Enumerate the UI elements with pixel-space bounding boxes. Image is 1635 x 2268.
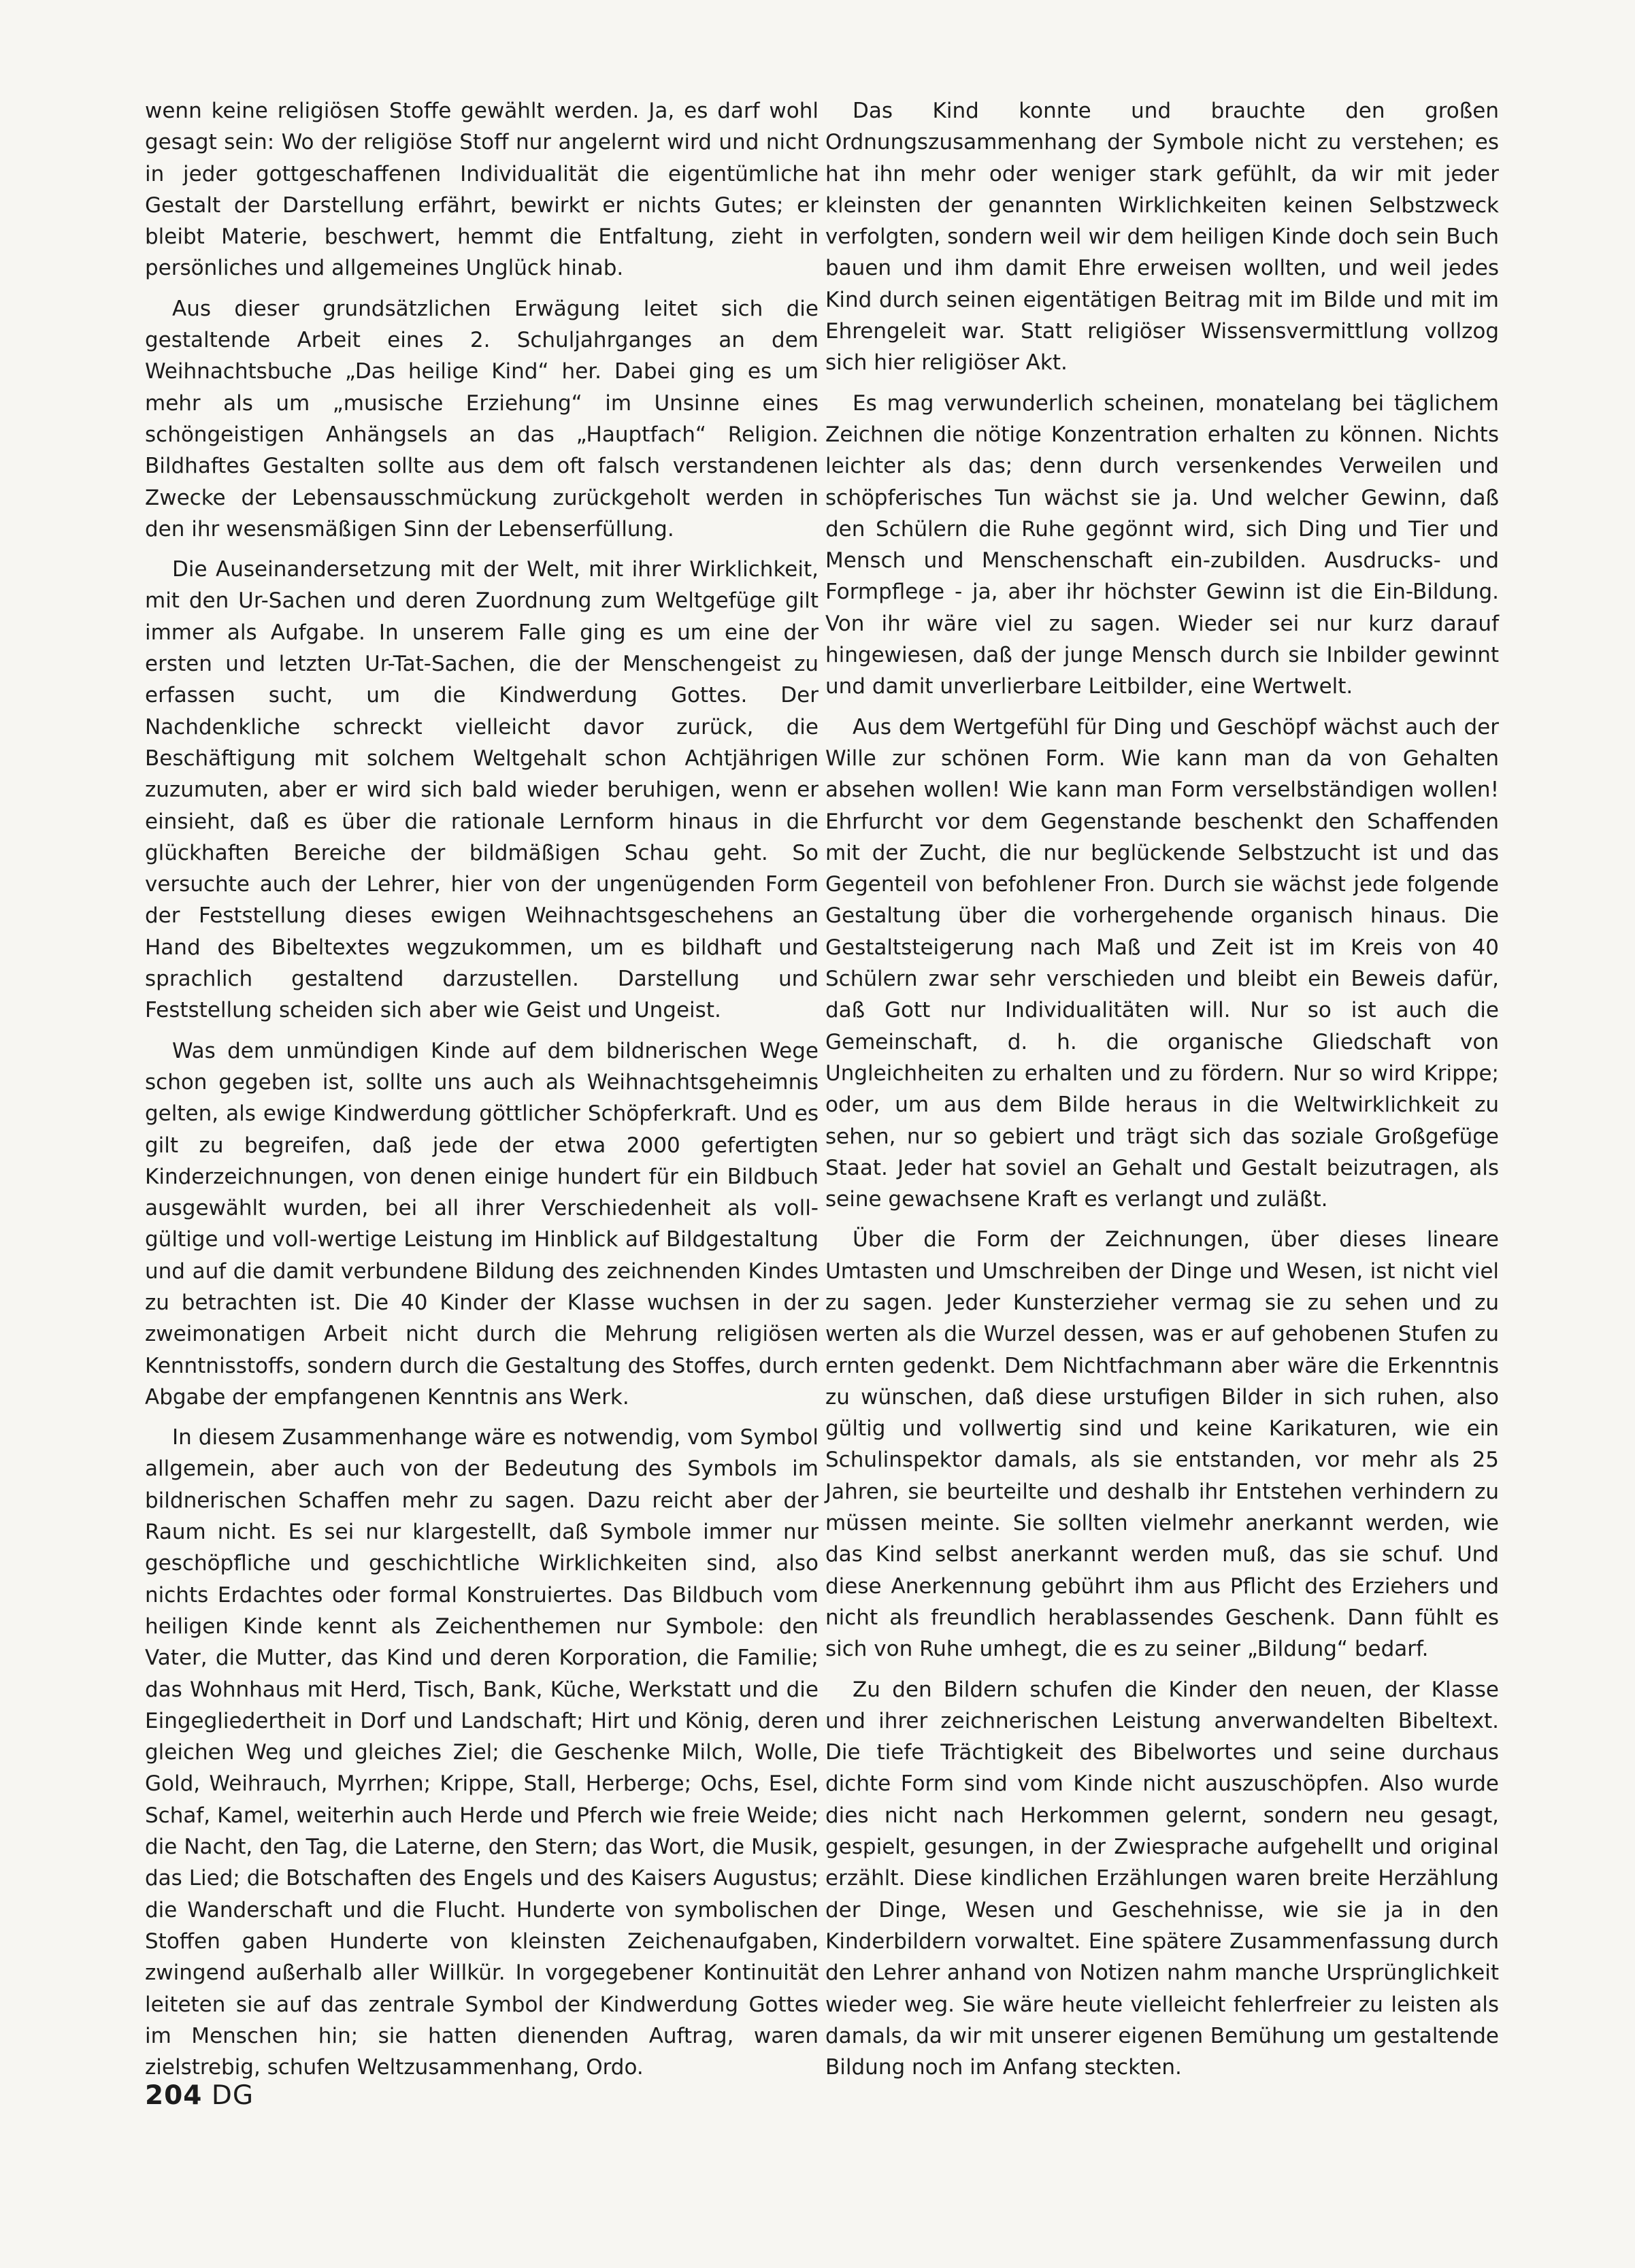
page-footer	[145, 2080, 254, 2112]
paragraph: wenn keine religiösen Stoffe gewählt werden. Ja, es darf wohl gesagt sein: Wo der religiöse Stoff nur angelernt wird und nicht in jeder gottgeschaffenen Individualität die eigentümliche Gestalt der Darstellung erfährt, bewirkt er nichts Gutes; er bleibt Materie, beschwert, hemmt die Entfaltung, zieht in persönliches und allgemeines Unglück hinab.	[145, 99, 819, 281]
paragraph: Die Auseinandersetzung mit der Welt, mit ihrer Wirklichkeit, mit den Ur-Sachen und deren Zuordnung zum Weltgefüge gilt immer als Aufgabe. In unserem Falle ging es um eine der ersten und letzten Ur-Tat-Sachen, die der Menschengeist zu erfassen sucht, um die Kindwerdung Gottes. Der Nachdenkliche schreckt vielleicht davor zurück, die Beschäftigung mit solchem Weltgehalt schon Achtjährigen zuzumuten, aber er wird sich bald wieder beruhigen, wenn er einsieht, daß es über die rationale Lernform hinaus in die glückhaften Bereiche der bildmäßigen Schau geht. So versuchte auch der Lehrer, hier von der ungenügenden Form der Feststellung dieses ewigen Weihnachtsgeschehens an Hand des Bibeltextes wegzukommen, um es bildhaft und sprachlich gestaltend darzustellen. Darstellung und Feststellung scheiden sich aber wie Geist und Ungeist.	[145, 557, 819, 1023]
paragraph: Es mag verwunderlich scheinen, monatelang bei täglichem Zeichnen die nötige Konzentration erhalten zu können. Nichts leichter als das; denn durch versenkendes Verweilen und schöpferisches Tun wächst sie ja. Und welcher Gewinn, daß den Schülern die Ruhe gegönnt wird, sich Ding und Tier und Mensch und Menschenschaft ein-zubilden. Ausdrucks- und Formpflege - ja, aber ihr höchster Gewinn ist die Ein-Bildung. Von ihr wäre viel zu sagen. Wieder sei nur kurz darauf hingewiesen, daß der junge Mensch durch sie Inbilder gewinnt und damit unverlierbare Leitbilder, eine Wertwelt.	[825, 390, 1499, 699]
paragraph: Über die Form der Zeichnungen, über dieses lineare Umtasten und Umschreiben der Dinge und Wesen, ist nicht viel zu sagen. Jeder Kunsterzieher vermag sie zu sehen und zu werten als die Wurzel dessen, was er auf gehobenen Stufen zu ernten gedenkt. Dem Nichtfachmann aber wäre die Erkenntnis zu wünschen, daß diese urstufigen Bilder in sich ruhen, also gültig und vollwertig sind und keine Karikaturen, wie ein Schulinspektor damals, als sie entstanden, vor mehr als 25 Jahren, sie beurteilte und deshalb ihr Entstehen verhindern zu müssen meinte. Sie sollten vielmehr anerkannt werden, wie das Kind selbst anerkannt werden muß, das sie schuf. Und diese Anerkennung gebührt ihm aus Pflicht des Erziehers und nicht als freundlich herablassendes Geschenk. Dann fühlt es sich von Ruhe umhegt, die es zu seiner „Bildung“ bedarf.	[825, 1227, 1499, 1662]
running-title: DG	[211, 2080, 254, 2111]
right-text-column	[825, 95, 1499, 2092]
paragraph: Aus dem Wertgefühl für Ding und Geschöpf wächst auch der Wille zur schönen Form. Wie kann man da von Gehalten absehen wollen! Wie kann man Form verselbständigen wollen! Ehrfurcht vor dem Gegenstande beschenkt den Schaffenden mit der Zucht, die nur beglückende Selbstzucht ist und das Gegenteil von befohlener Fron. Durch sie wächst jede folgende Gestaltung über die vorhergehende organisch hinaus. Die Gestaltsteigerung nach Maß und Zeit ist im Kreis von 40 Schülern zwar sehr verschieden und bleibt ein Beweis dafür, daß Gott nur Individualitäten will. Nur so ist auch die Gemeinschaft, d. h. die organische Gliedschaft von Ungleichheiten zu erhalten und zu fördern. Nur so wird Krippe; oder, um aus dem Bilde heraus in die Weltwirklichkeit zu sehen, nur so gebiert und trägt sich das soziale Großgefüge Staat. Jeder hat soviel an Gehalt und Gestalt beizutragen, als seine gewachsene Kraft es verlangt und zuläßt.	[825, 714, 1499, 1212]
paragraph: Aus dieser grundsätzlichen Erwägung leitet sich die gestaltende Arbeit eines 2. Schuljahrganges an dem Weihnachtsbuche „Das heilige Kind“ her. Dabei ging es um mehr als um „musische Erziehung“ im Unsinne eines schöngeistigen Anhängsels an das „Hauptfach“ Religion. Bildhaftes Gestalten sollte aus dem oft falsch verstandenen Zwecke der Lebensausschmückung zurückgeholt werden in den ihr wesensmäßigen Sinn der Lebenserfüllung.	[145, 296, 819, 541]
page-number: 204	[145, 2080, 203, 2111]
paragraph: Was dem unmündigen Kinde auf dem bildnerischen Wege schon gegeben ist, sollte uns auch als Weihnachtsgeheimnis gelten, als ewige Kindwerdung göttlicher Schöpferkraft. Und es gilt zu begreifen, daß jede der etwa 2000 gefertigten Kinderzeichnungen, von denen einige hundert für ein Bildbuch ausgewählt wurden, bei all ihrer Verschiedenheit als voll-gültige und voll-wertige Leistung im Hinblick auf Bildgestaltung und auf die damit verbundene Bildung des zeichnenden Kindes zu betrachten ist. Die 40 Kinder der Klasse wuchsen in der zweimonatigen Arbeit nicht durch die Mehrung religiösen Kenntnisstoffs, sondern durch die Gestaltung des Stoffes, durch Abgabe der empfangenen Kenntnis ans Werk.	[145, 1038, 819, 1410]
paragraph: In diesem Zusammenhange wäre es notwendig, vom Symbol allgemein, aber auch von der Bedeutung des Symbols im bildnerischen Schaffen mehr zu sagen. Dazu reicht aber der Raum nicht. Es sei nur klargestellt, daß Symbole immer nur geschöpfliche und geschichtliche Wirklichkeiten sind, also nichts Erdachtes oder formal Konstruiertes. Das Bildbuch vom heiligen Kinde kennt als Zeichenthemen nur Symbole: den Vater, die Mutter, das Kind und deren Korporation, die Familie; das Wohnhaus mit Herd, Tisch, Bank, Küche, Werkstatt und die Eingegliedertheit in Dorf und Landschaft; Hirt und König, deren gleichen Weg und gleiches Ziel; die Geschenke Milch, Wolle, Gold, Weihrauch, Myrrhen; Krippe, Stall, Herberge; Ochs, Esel, Schaf, Kamel, weiterhin auch Herde und Pferch wie freie Weide; die Nacht, den Tag, die Laterne, den Stern; das Wort, die Musik, das Lied; die Botschaften des Engels und des Kaisers Augustus; die Wanderschaft und die Flucht. Hunderte von symbolischen Stoffen gaben Hunderte von kleinsten Zeichenaufgaben, zwingend außerhalb aller Willkür. In vorgegebener Kontinuität leiteten sie auf das zentrale Symbol der Kindwerdung Gottes im Menschen hin; sie hatten dienenden Auftrag, waren zielstrebig, schufen Weltzusammenhang, Ordo.	[145, 1425, 819, 2080]
left-text-column	[145, 95, 819, 2092]
paragraph: Zu den Bildern schufen die Kinder den neuen, der Klasse und ihrer zeichnerischen Leistung anverwandelten Bibeltext. Die tiefe Trächtigkeit des Bibelwortes und seine durchaus dichte Form sind vom Kinde nicht auszuschöpfen. Also wurde dies nicht nach Herkommen gelernt, sondern neu gesagt, gespielt, gesungen, in der Zwiesprache aufgehellt und original erzählt. Diese kindlichen Erzählungen waren breite Herzählung der Dinge, Wesen und Geschehnisse, wie sie ja in den Kinderbildern vorwaltet. Eine spätere Zusammenfassung durch den Lehrer anhand von Notizen nahm manche Ursprünglichkeit wieder weg. Sie wäre heute vielleicht fehlerfreier zu leisten als damals, da wir mit unserer eigenen Bemühung um gestaltende Bildung noch im Anfang steckten.	[825, 1677, 1499, 2080]
paragraph: Das Kind konnte und brauchte den großen Ordnungszusammenhang der Symbole nicht zu verstehen; es hat ihn mehr oder weniger stark gefühlt, da wir mit jeder kleinsten der genannten Wirklichkeiten keinen Selbstzweck verfolgten, sondern weil wir dem heiligen Kinde doch sein Buch bauen und ihm damit Ehre erweisen wollten, und weil jedes Kind durch seinen eigentätigen Beitrag mit im Bilde und mit im Ehrengeleit war. Statt religiöser Wissensvermittlung vollzog sich hier religiöser Akt.	[825, 99, 1499, 376]
